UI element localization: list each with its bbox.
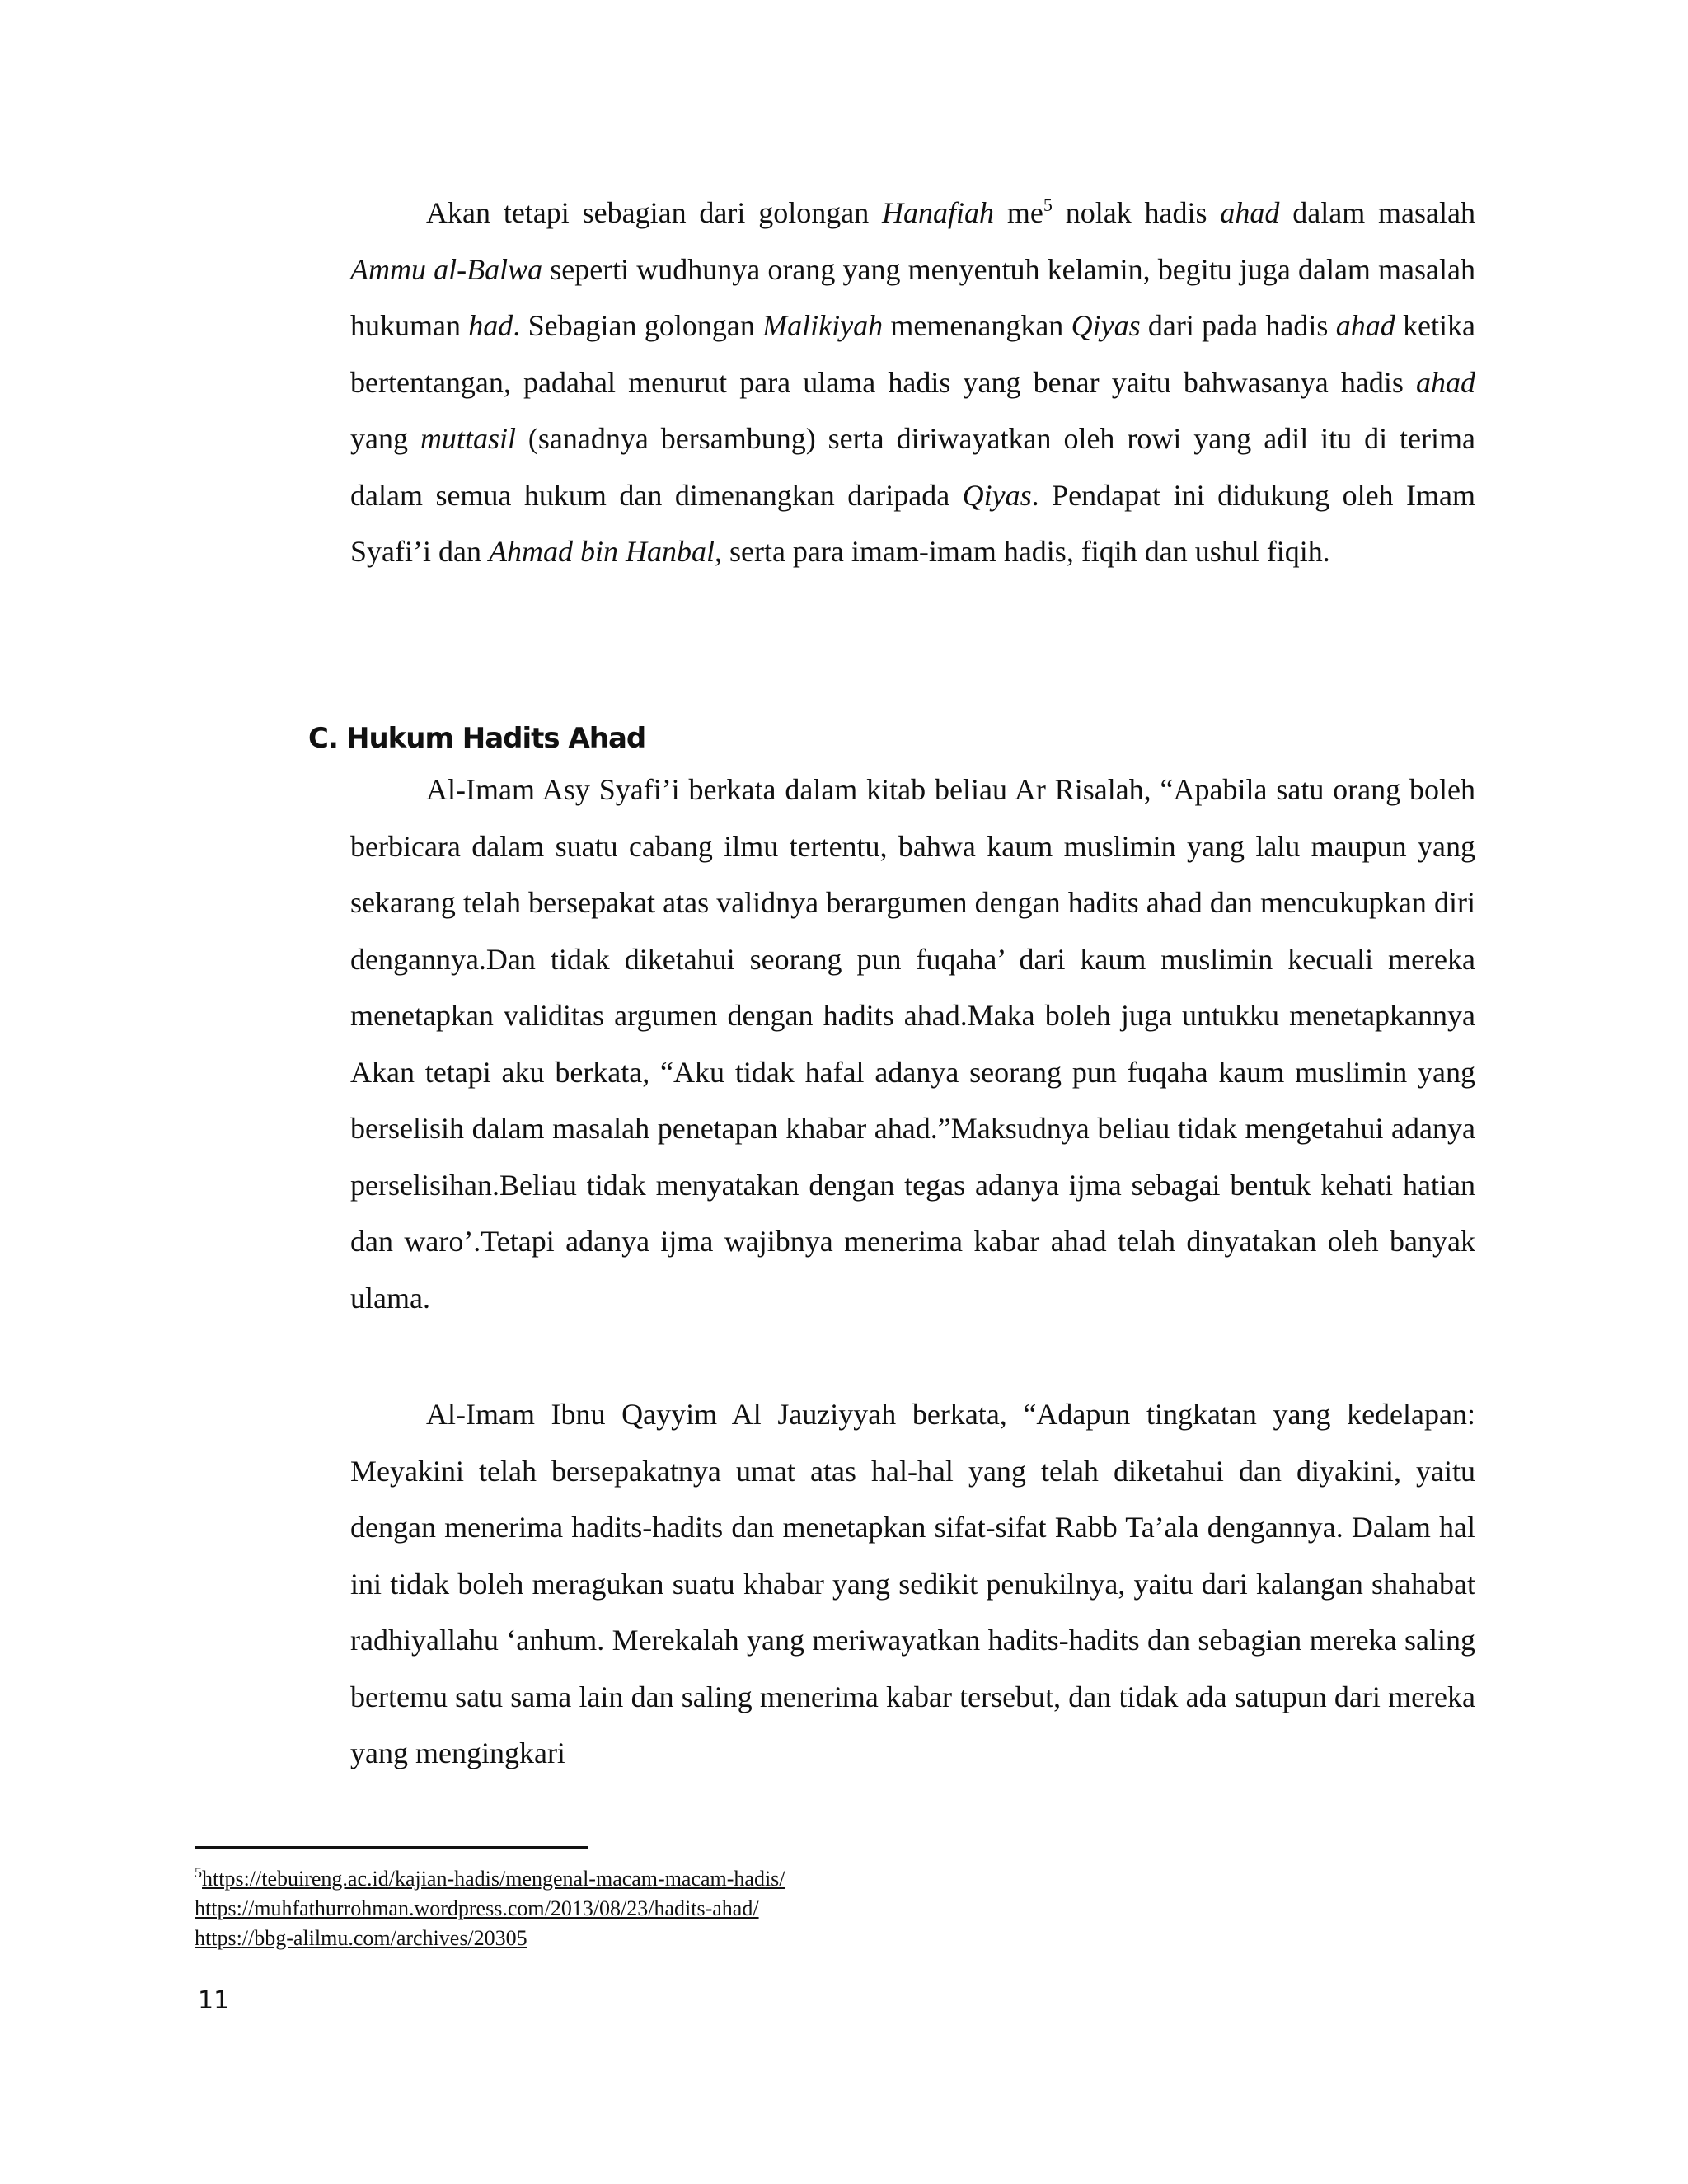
italic-term: Ammu al-Balwa <box>350 252 543 286</box>
footnote-reference[interactable]: 5 <box>1043 194 1053 215</box>
footnotes <box>195 1864 785 1953</box>
text-run: me <box>994 196 1043 229</box>
text-run: memenangkan <box>883 309 1071 342</box>
footnote-line <box>195 1864 785 1894</box>
text-run: seperti wudhunya orang yang menyentuh kelamin, begitu juga dalam masalah hukuman <box>350 252 1475 342</box>
footnote-marker: 5 <box>195 1864 202 1881</box>
text-run: . Pendapat ini didukung oleh Imam Syafi’i dan <box>350 478 1475 568</box>
footnote-link[interactable]: https://bbg-alilmu.com/archives/20305 <box>195 1926 528 1950</box>
italic-term: Qiyas <box>1071 309 1141 342</box>
italic-term: had <box>468 309 513 342</box>
footnote-line <box>195 1924 785 1953</box>
italic-term: ahad <box>1220 196 1280 229</box>
text-run: dari pada hadis <box>1140 309 1336 342</box>
paragraph-ibnu-qayyim: Al-Imam Ibnu Qayyim Al Jauziyyah berkata, “Adapun tingkatan yang kedelapan: Meyakini telah bersepakatnya umat atas hal-hal yang telah diketahui dan diyakini, yaitu dengan menerima hadits-hadits dan menetapkan sifat-sifat Rabb Ta’ala dengannya. Dalam hal ini tidak boleh meragukan suatu khabar yang sedikit penukilnya, yaitu dari kalangan shahabat radhiyallahu ‘anhum. Merekalah yang meriwayatkan hadits-hadits dan sebagian mereka saling bertemu satu sama lain dan saling menerima kabar tersebut, dan tidak ada satupun dari mereka yang mengingkari <box>350 1398 1475 1769</box>
text-run: nolak hadis <box>1052 196 1221 229</box>
paragraph-hanafiah <box>350 185 1475 580</box>
footnote-link[interactable]: https://tebuireng.ac.id/kajian-hadis/mengenal-macam-macam-hadis/ <box>202 1867 785 1891</box>
italic-term: muttasil <box>420 422 516 455</box>
italic-term: Malikiyah <box>762 309 884 342</box>
text-run: ketika bertentangan, padahal menurut para ulama hadis yang benar yaitu bahwasanya hadis <box>350 309 1475 399</box>
page-number: 11 <box>198 1986 230 2015</box>
italic-term: Hanafiah <box>882 196 995 229</box>
text-run: (sanadnya bersambung) serta diriwayatkan oleh rowi yang adil itu di terima dalam semua hukum dan dimenangkan daripada <box>350 422 1476 512</box>
section-title: Hukum Hadits Ahad <box>346 722 646 755</box>
paragraph-syafii: Al-Imam Asy Syafi’i berkata dalam kitab beliau Ar Risalah, “Apabila satu orang boleh berbicara dalam suatu cabang ilmu tertentu, bahwa kaum muslimin yang lalu maupun yang sekarang telah bersepakat atas validnya berargumen dengan hadits ahad dan mencukupkan diri dengannya.Dan tidak diketahui seorang pun fuqaha’ dari kaum muslimin kecuali mereka menetapkan validitas argumen dengan hadits ahad.Maka boleh juga untukku menetapkannya Akan tetapi aku berkata, “Aku tidak hafal adanya seorang pun fuqaha kaum muslimin yang berselisih dalam masalah penetapan khabar ahad.”Maksudnya beliau tidak mengetahui adanya perselisihan.Beliau tidak menyatakan dengan tegas adanya ijma sebagai bentuk kehati hatian dan waro’.Tetapi adanya ijma wajibnya menerima kabar ahad telah dinyatakan oleh banyak ulama. <box>350 773 1475 1315</box>
text-run: , serta para imam-imam hadis, fiqih dan ushul fiqih. <box>714 535 1330 568</box>
italic-term: ahad <box>1335 309 1395 342</box>
italic-term: Ahmad bin Hanbal <box>488 535 715 568</box>
text-run: Akan tetapi sebagian dari golongan <box>426 196 883 229</box>
footnote-separator <box>195 1846 588 1849</box>
italic-term: Qiyas <box>962 478 1032 512</box>
text-run: dalam masalah <box>1279 196 1475 229</box>
italic-term: ahad <box>1416 365 1475 399</box>
footnote-link[interactable]: https://muhfathurrohman.wordpress.com/2013/08/23/hadits-ahad/ <box>195 1896 759 1920</box>
section-heading <box>308 722 645 755</box>
text-run: yang <box>350 422 420 455</box>
footnote-line <box>195 1894 785 1924</box>
section-number: C. <box>308 722 338 755</box>
text-run: . Sebagian golongan <box>513 309 763 342</box>
